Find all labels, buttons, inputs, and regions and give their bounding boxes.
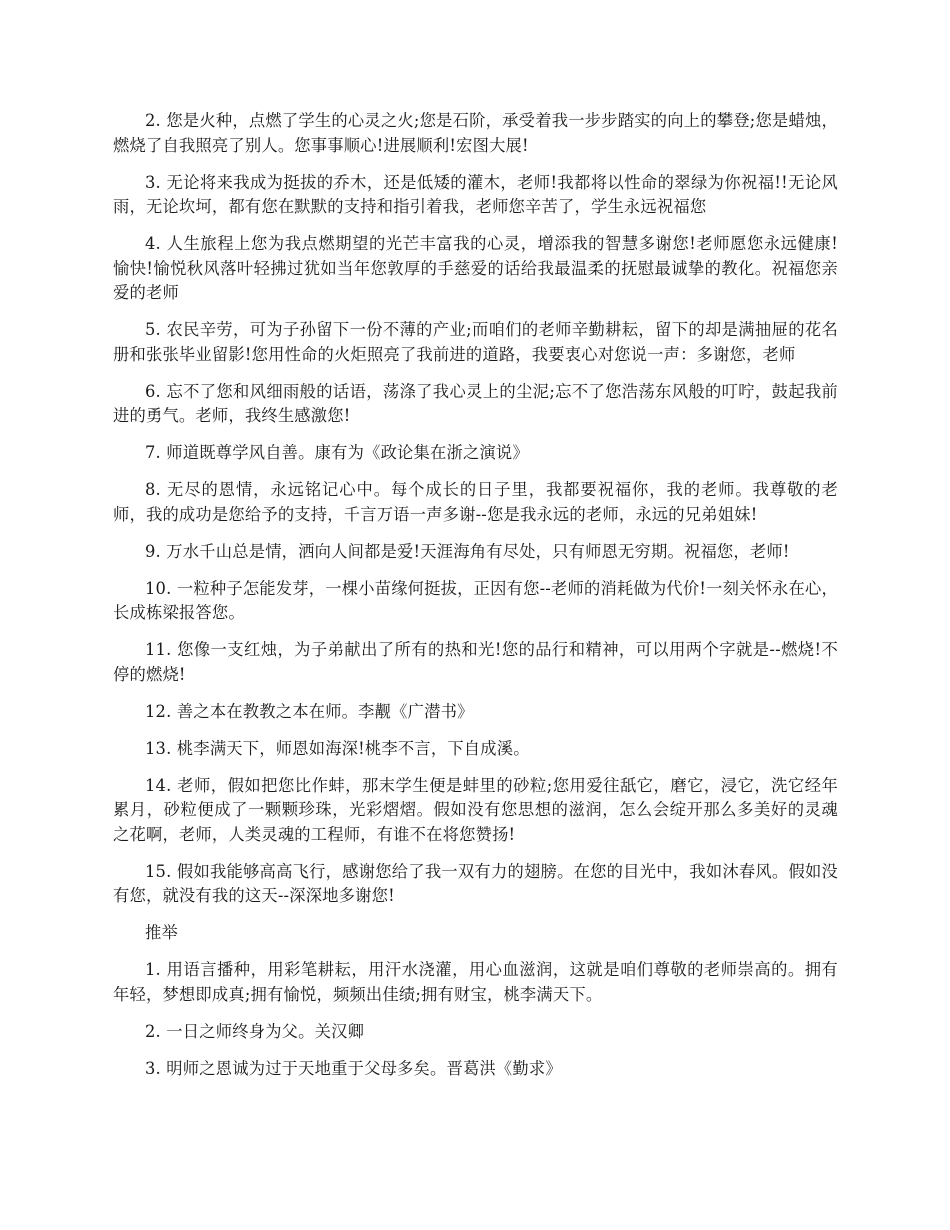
paragraph-15: 15. 假如我能够高高飞行，感谢您给了我一双有力的翅膀。在您的目光中，我如沐春风。假如没有您，就没有我的这天--深深地多谢您! <box>113 861 838 905</box>
paragraph-5: 5. 农民辛劳，可为子孙留下一份不薄的产业;而咱们的老师辛勤耕耘，留下的却是满抽屉的花名册和张张毕业留影!您用性命的火炬照亮了我前进的道路，我要衷心对您说一声：多谢您，老师 <box>113 320 838 364</box>
paragraph-3: 3. 无论将来我成为挺拔的乔木，还是低矮的灌木，老师!我都将以性命的翠绿为你祝福!!无论风雨，无论坎坷，都有您在默默的支持和指引着我，老师您辛苦了，学生永远祝福您 <box>113 172 838 216</box>
paragraph-6: 6. 忘不了您和风细雨般的话语，荡涤了我心灵上的尘泥;忘不了您浩荡东风般的叮咛，鼓起我前进的勇气。老师，我终生感激您! <box>113 381 838 425</box>
section-paragraph-2: 2. 一日之师终身为父。关汉卿 <box>145 1021 365 1041</box>
paragraph-2: 2. 您是火种，点燃了学生的心灵之火;您是石阶，承受着我一步步踏实的向上的攀登;您是蜡烛，燃烧了自我照亮了别人。您事事顺心!进展顺利!宏图大展! <box>113 111 838 155</box>
paragraph-13: 13. 桃李满天下，师恩如海深!桃李不言，下自成溪。 <box>145 738 530 758</box>
section-paragraph-3: 3. 明师之恩诚为过于天地重于父母多矣。晋葛洪《勤求》 <box>145 1058 562 1078</box>
paragraph-9: 9. 万水千山总是情，洒向人间都是爱!天涯海角有尽处，只有师恩无穷期。祝福您，老师! <box>145 541 790 561</box>
paragraph-14: 14. 老师，假如把您比作蚌，那末学生便是蚌里的砂粒;您用爱往舐它，磨它，浸它，洗它经年累月，砂粒便成了一颗颗珍珠，光彩熠熠。假如没有您思想的滋润，怎么会绽开那么多美好的灵魂之花啊，老师，人类灵魂的工程师，有谁不在将您赞扬! <box>113 775 838 844</box>
section-paragraph-1: 1. 用语言播种，用彩笔耕耘，用汗水浇灌，用心血滋润，这就是咱们尊敬的老师崇高的。拥有年轻，梦想即成真;拥有愉悦，频频出佳绩;拥有财宝，桃李满天下。 <box>113 960 838 1004</box>
paragraph-10: 10. 一粒种子怎能发芽，一棵小苗缘何挺拔，正因有您--老师的消耗做为代价!一刻关怀永在心，长成栋梁报答您。 <box>113 578 838 622</box>
paragraph-4: 4. 人生旅程上您为我点燃期望的光芒丰富我的心灵，增添我的智慧多谢您!老师愿您永远健康!愉快!愉悦秋风落叶轻拂过犹如当年您敦厚的手慈爱的话给我最温柔的抚慰最诚挚的教化。祝福您亲爱的老师 <box>113 234 838 302</box>
section-heading: 推举 <box>145 923 178 942</box>
paragraph-8: 8. 无尽的恩情，永远铭记心中。每个成长的日子里，我都要祝福你，我的老师。我尊敬的老师，我的成功是您给予的支持，千言万语一声多谢--您是我永远的老师，永远的兄弟姐妹! <box>113 480 838 524</box>
paragraph-11: 11. 您像一支红烛，为子弟献出了所有的热和光!您的品行和精神，可以用两个字就是--燃烧!不停的燃烧! <box>113 640 838 684</box>
paragraph-7: 7. 师道既尊学风自善。康有为《政论集在浙之演说》 <box>145 443 529 462</box>
paragraph-12: 12. 善之本在教教之本在师。李觏《广潜书》 <box>145 701 474 721</box>
document-page <box>113 109 838 1094</box>
